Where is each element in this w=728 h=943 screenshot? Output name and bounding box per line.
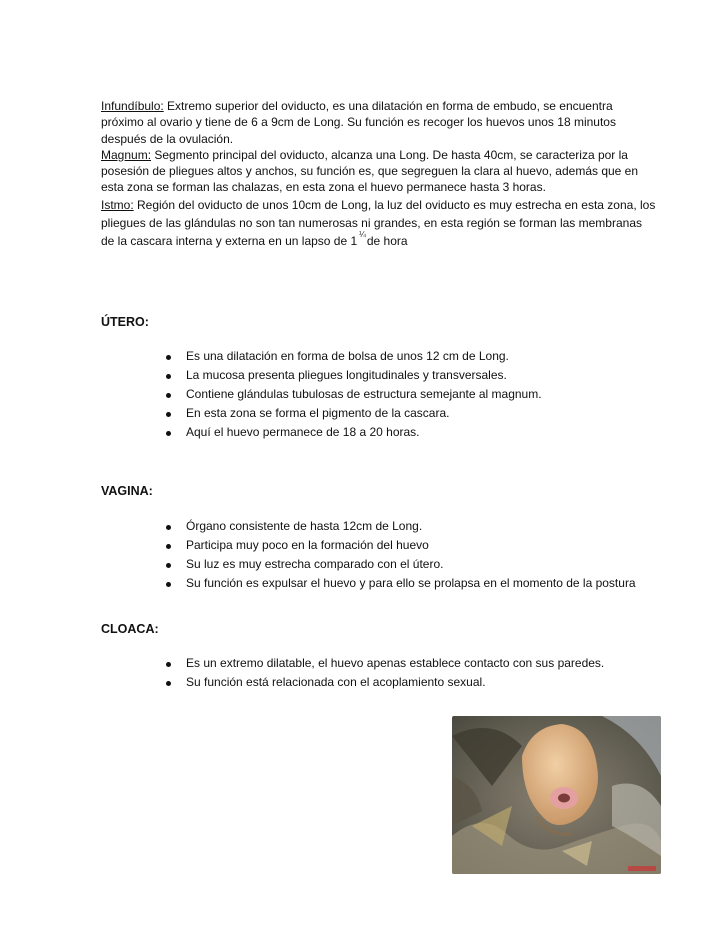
list-item: En esta zona se forma el pigmento de la cascara.	[150, 404, 670, 423]
infundibulo-text: Extremo superior del oviducto, es una dilatación en forma de embudo, se encuentra próximo al ovario y tiene de 6 a 9cm de Long. Su función es recoger los huevos unos 18 minutos después de la ovulación.	[101, 99, 616, 146]
istmo-term: Istmo:	[101, 197, 134, 212]
list-item: Aquí el huevo permanece de 18 a 20 horas.	[150, 423, 670, 442]
vagina-heading: VAGINA:	[101, 484, 153, 498]
list-item: Órgano consistente de hasta 12cm de Long.	[150, 517, 670, 536]
oviduct-sections-text	[101, 98, 657, 252]
list-item: Su luz es muy estrecha comparado con el útero.	[150, 555, 670, 574]
utero-list	[150, 347, 670, 442]
list-item: Es un extremo dilatable, el huevo apenas establece contacto con sus paredes.	[150, 654, 670, 673]
istmo-text: Región del oviducto de unos 10cm de Long, la luz del oviducto es muy estrecha en esta zona, los pliegues de las glándulas no son tan numerosas ni grandes, en esta región se forman las membranas de la cascara interna y externa en un lapso de 1	[101, 197, 656, 248]
infundibulo-term: Infundíbulo:	[101, 99, 164, 113]
vagina-list	[150, 517, 670, 593]
cloaca-heading: CLOACA:	[101, 622, 159, 636]
istmo-fraction: ¼	[359, 229, 366, 239]
istmo-paragraph	[101, 196, 657, 252]
prolapsed-oviduct-photo	[452, 716, 661, 874]
list-item: Es una dilatación en forma de bolsa de unos 12 cm de Long.	[150, 347, 670, 366]
magnum-term: Magnum:	[101, 147, 152, 162]
list-item: Participa muy poco en la formación del huevo	[150, 536, 670, 555]
cloaca-list	[150, 654, 670, 692]
list-item: Su función es expulsar el huevo y para ello se prolapsa en el momento de la postura	[150, 574, 670, 593]
utero-heading: ÚTERO:	[101, 315, 149, 329]
infundibulo-paragraph	[101, 98, 657, 147]
list-item: La mucosa presenta pliegues longitudinales y transversales.	[150, 366, 670, 385]
photo-illustration	[452, 716, 661, 874]
list-item: Su función está relacionada con el acoplamiento sexual.	[150, 673, 670, 692]
magnum-paragraph	[101, 147, 657, 196]
list-item: Contiene glándulas tubulosas de estructura semejante al magnum.	[150, 385, 670, 404]
istmo-tail: de hora	[366, 233, 408, 248]
magnum-text: Segmento principal del oviducto, alcanza una Long. De hasta 40cm, se caracteriza por la posesión de pliegues altos y anchos, su función es, que segreguen la clara al huevo, además que en esta zona se forman las chalazas, en esta zona el huevo permanece hasta 3 horas.	[101, 147, 639, 195]
